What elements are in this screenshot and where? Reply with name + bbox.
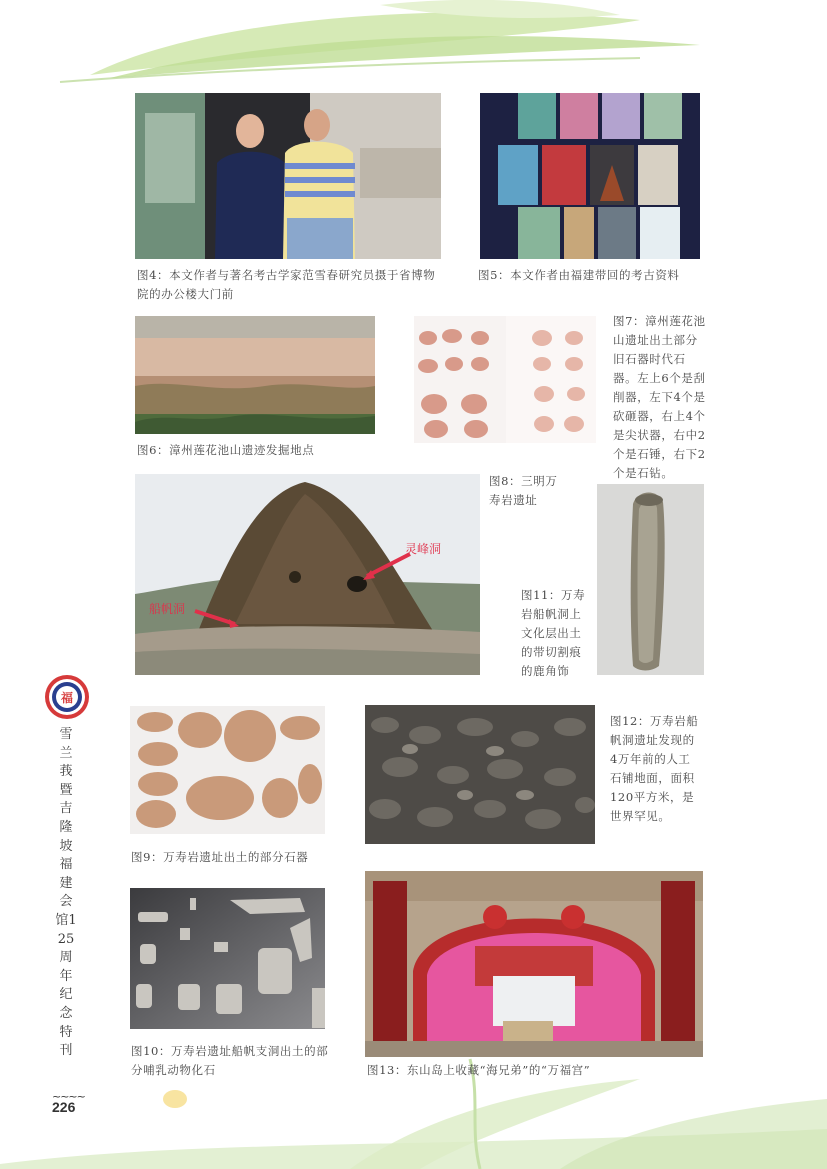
caption-fig12: 图12：万寿岩船帆洞遗址发现的4万年前的人工石铺地面，面积120平方米，是世界罕见。 [610,714,699,823]
sidebar-title: 雪兰莪暨吉隆坡福建会馆125周年纪念特刊 [55,727,77,1059]
caption-fig11: 图11：万寿岩船帆洞上文化层出土的带切割痕的鹿角饰 [521,588,586,678]
page-number: 226 [52,1099,76,1115]
caption-fig6: 图6：漳州莲花池山遗迹发掘地点 [137,443,315,457]
photo-antler-ornament [597,484,704,675]
caption-fig7: 图7：漳州莲花池山遗址出土部分旧石器时代石器。左上6个是刮削器，左下4个是砍砸器，右上4个是尖状器，右中2个是石锤，右下2个是石钻。 [613,314,706,480]
caption-fig4: 图4：本文作者与著名考古学家范雪春研究员摄于省博物院的办公楼大门前 [137,268,436,301]
page-number-ornament: ~~~~ [52,1090,85,1103]
fujian-association-logo [44,674,90,720]
photo-wanfu-temple [365,871,703,1057]
caption-fig10: 图10：万寿岩遗址船帆支洞出土的部分哺乳动物化石 [131,1044,329,1077]
photo-wanshouyan-mountain [135,474,480,675]
photo-lianhuachi-stone-tools [414,316,596,443]
top-leaf-decoration [0,0,827,90]
caption-fig8: 图8：三明万寿岩遗址 [489,474,558,507]
photo-wanshouyan-stone-tools [130,706,325,834]
photo-archaeology-books [480,93,700,259]
label-chuanfan-cave: 船帆洞 [149,602,186,616]
caption-fig13: 图13：东山岛上收藏“海兄弟”的“万福宫” [367,1063,591,1077]
photo-mammal-fossils [130,888,325,1029]
logo-char: 福 [60,691,74,705]
caption-fig9: 图9：万寿岩遗址出土的部分石器 [131,850,309,864]
caption-fig5: 图5：本文作者由福建带回的考古资料 [478,268,680,282]
photo-author-with-archaeologist [135,93,441,259]
photo-lianhuachi-site [135,316,375,434]
photo-stone-paved-floor [365,705,595,844]
label-lingfeng-cave: 灵峰洞 [405,542,442,556]
